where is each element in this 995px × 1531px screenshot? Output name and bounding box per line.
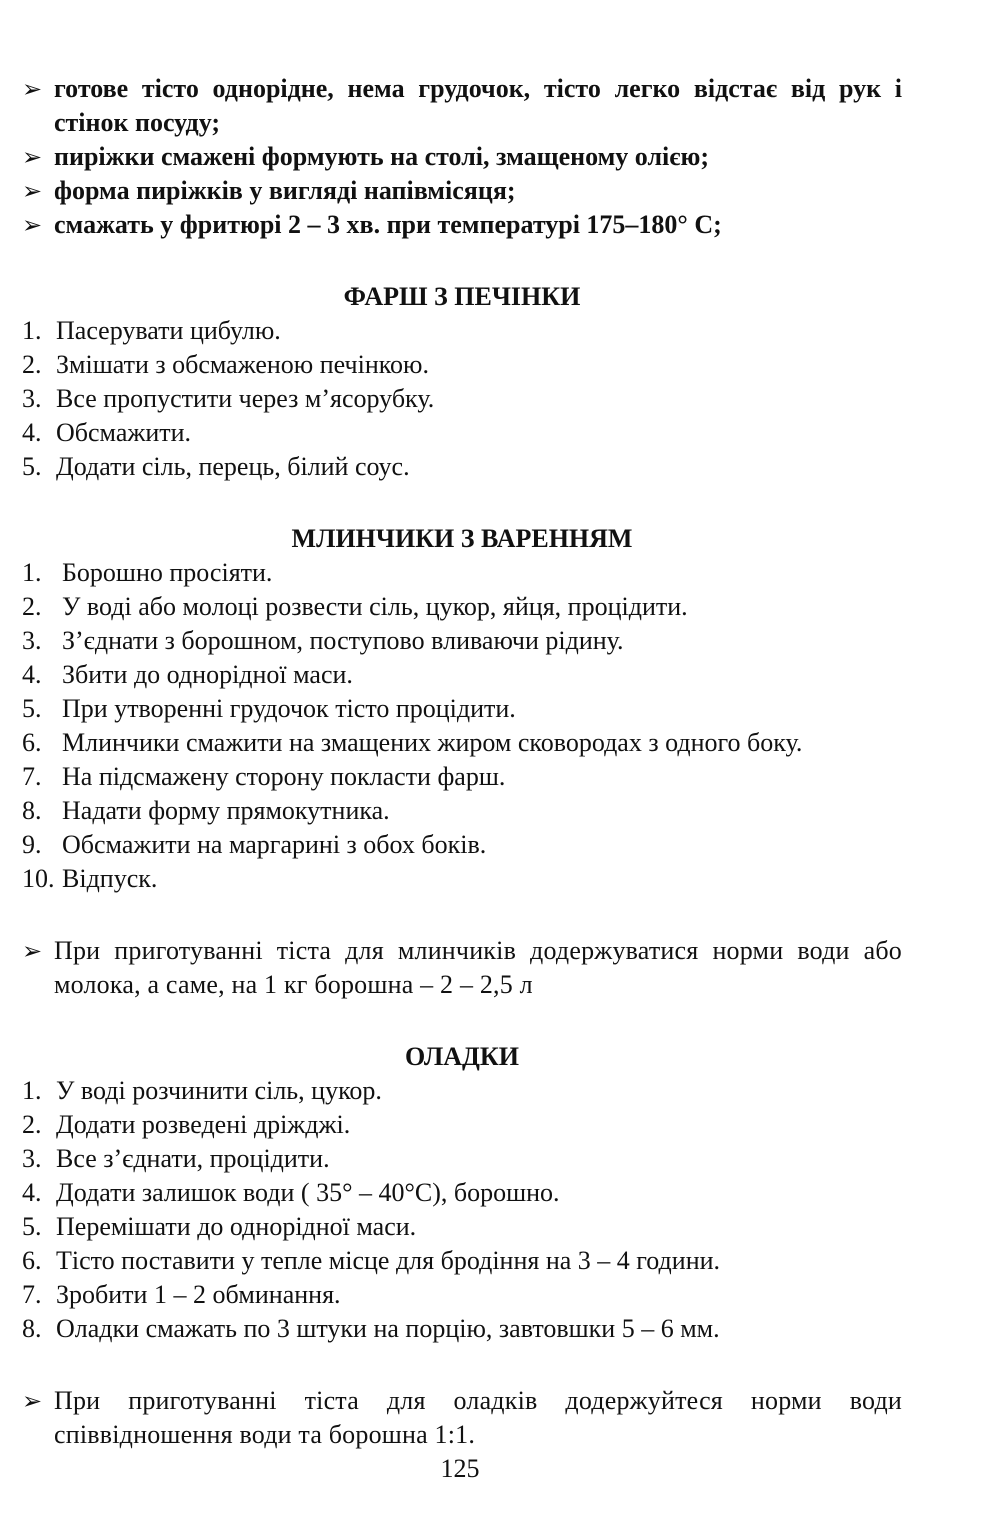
list-item: 4. Додати залишок води ( 35° – 40°С), борошно. (22, 1178, 560, 1207)
list-item: 8. Надати форму прямокутника. (22, 796, 390, 825)
list-item: 4. Збити до однорідної маси. (22, 660, 353, 689)
list-item: 6. Тісто поставити у тепле місце для бродіння на 3 – 4 години. (22, 1246, 721, 1275)
list-item: 10. Відпуск. (22, 864, 158, 893)
list-item: 4. Обсмажити. (22, 418, 192, 447)
top-bullet-list (22, 72, 902, 242)
pancakes-steps (22, 556, 902, 896)
arrow-bullet-icon: ➢ (22, 1387, 43, 1415)
fritters-steps (22, 1074, 902, 1346)
arrow-bullet-icon: ➢ (22, 75, 43, 103)
bullet-item: ➢ смажать у фритюрі 2 – 3 хв. при температурі 175–180° С; (22, 208, 902, 242)
arrow-bullet-icon: ➢ (22, 937, 43, 965)
pancakes-note: ➢ При приготуванні тіста для млинчиків додержуватися норми води або молока, а саме, на 1 кг борошна – 2 – 2,5 л (22, 936, 902, 999)
bullet-item: ➢ пиріжки смажені формують на столі, змащеному олією; (22, 140, 902, 174)
liver-filling-steps (22, 314, 902, 484)
list-item: 3. З’єднати з борошном, поступово вливаючи рідину. (22, 626, 624, 655)
list-item: 2. Додати розведені дріжджі. (22, 1110, 351, 1139)
list-item: 7. На підсмажену сторону покласти фарш. (22, 762, 506, 791)
list-item: 3. Все пропустити через м’ясорубку. (22, 384, 435, 413)
list-item: 1. Борошно просіяти. (22, 558, 273, 587)
list-item: 1. Пасерувати цибулю. (22, 316, 281, 345)
list-item: 5. Додати сіль, перець, білий соус. (22, 452, 410, 481)
bullet-item: ➢ готове тісто однорідне, нема грудочок, тісто легко відстає від рук і стінок посуду; (22, 74, 902, 137)
arrow-bullet-icon: ➢ (22, 177, 43, 205)
list-item: 5. При утворенні грудочок тісто процідити. (22, 694, 516, 723)
list-item: 6. Млинчики смажити на змащених жиром сковородах з одного боку. (22, 728, 803, 757)
arrow-bullet-icon: ➢ (22, 211, 43, 239)
section-title-fritters: ОЛАДКИ (404, 1042, 520, 1071)
list-item: 7. Зробити 1 – 2 обминання. (22, 1280, 341, 1309)
list-item: 5. Перемішати до однорідної маси. (22, 1212, 417, 1241)
list-item: 2. У воді або молоці розвести сіль, цукор, яйця, процідити. (22, 592, 688, 621)
document-page (22, 72, 902, 1452)
fritters-note: ➢ При приготуванні тіста для оладків додержуйтеся норми води співвідношення води та борошна 1:1. (22, 1386, 902, 1449)
list-item: 1. У воді розчинити сіль, цукор. (22, 1076, 382, 1105)
list-item: 2. Змішати з обсмаженою печінкою. (22, 350, 429, 379)
page-number: 125 (440, 1454, 480, 1483)
section-title-liver-filling: ФАРШ З ПЕЧІНКИ (343, 282, 581, 311)
list-item: 3. Все з’єднати, процідити. (22, 1144, 330, 1173)
bullet-item: ➢ форма пиріжків у вигляді напівмісяця; (22, 174, 902, 208)
list-item: 8. Оладки смажать по 3 штуки на порцію, завтовшки 5 – 6 мм. (22, 1314, 720, 1343)
section-title-pancakes: МЛИНЧИКИ З ВАРЕННЯМ (291, 524, 633, 553)
list-item: 9. Обсмажити на маргарині з обох боків. (22, 830, 487, 859)
arrow-bullet-icon: ➢ (22, 143, 43, 171)
